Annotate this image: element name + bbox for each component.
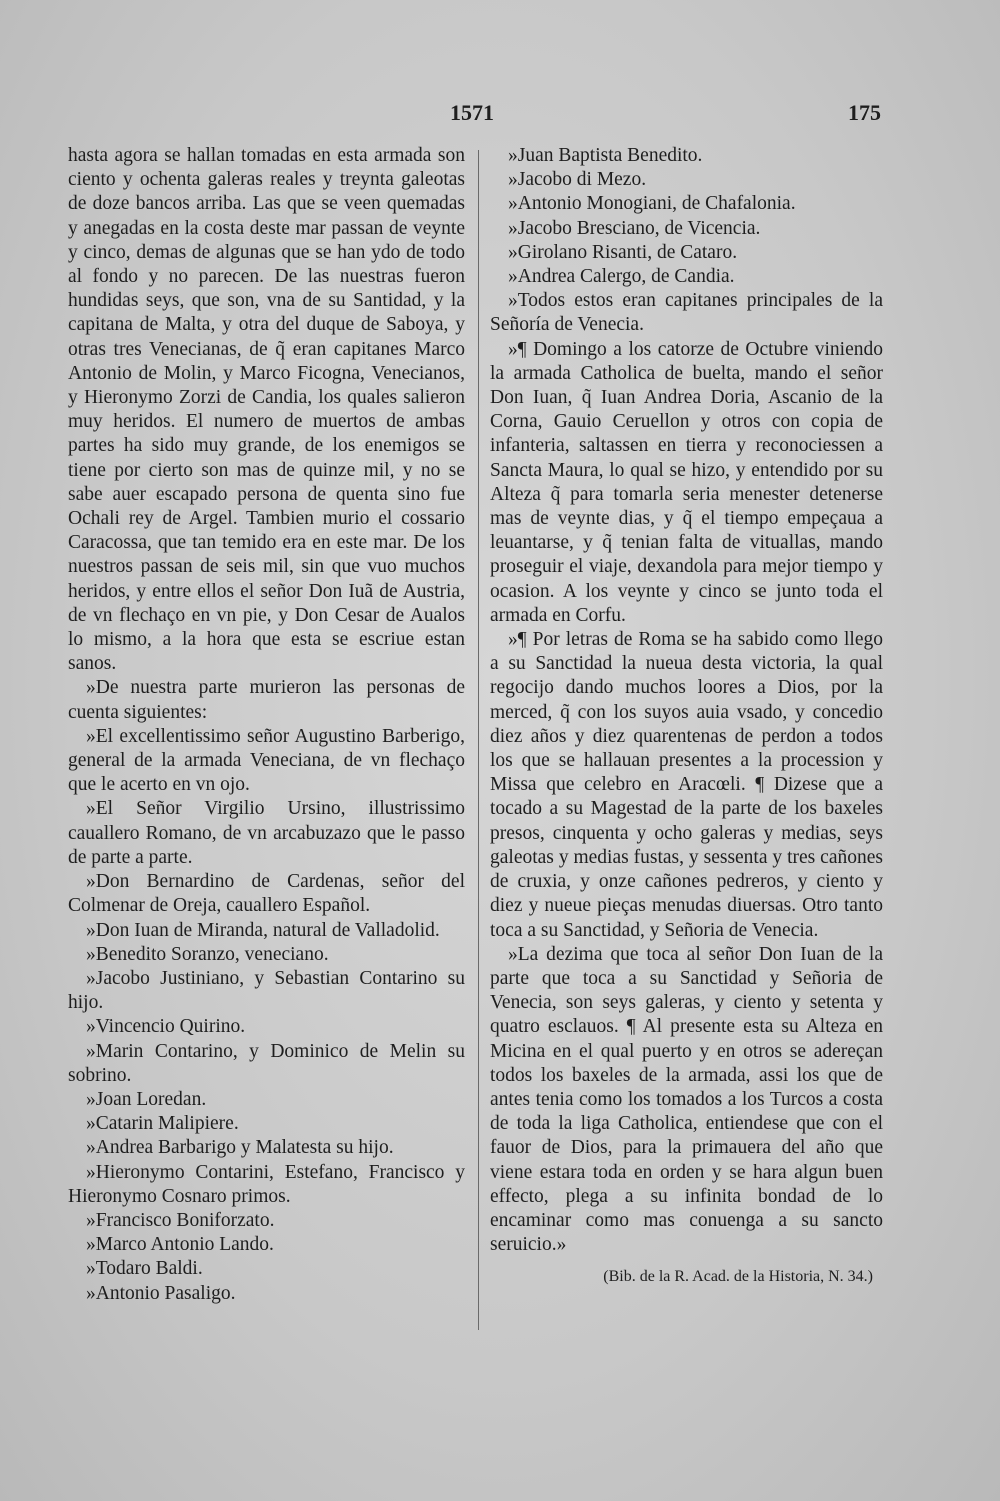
running-year: 1571 — [450, 100, 494, 125]
paragraph: »El excellentissimo señor Augustino Barberigo, general de la armada Veneciana, de vn flechaço que le acerto en vn ojo. — [68, 725, 465, 796]
paragraph: »Andrea Calergo, de Candia. — [508, 266, 735, 288]
paragraph: »Todos estos eran capitanes principales de la Señoría de Venecia. — [490, 290, 883, 336]
paragraph: »El Señor Virgilio Ursino, illustrissimo cauallero Romano, de vn arcabuzazo que le passo de parte a parte. — [68, 798, 465, 868]
page-number: 175 — [848, 100, 881, 125]
paragraph: »Hieronymo Contarini, Estefano, Francisco y Hieronymo Cosnaro primos. — [68, 1161, 465, 1207]
paragraph: »Benedito Soranzo, veneciano. — [86, 943, 329, 965]
paragraph: »Joan Loredan. — [86, 1088, 207, 1110]
paragraph: »Girolano Risanti, de Cataro. — [508, 241, 738, 263]
paragraph: »De nuestra parte murieron las personas de cuenta siguientes: — [68, 677, 465, 723]
paragraph: »¶ Por letras de Roma se ha sabido como llego a su Sanctidad la nueua desta victoria, la qual regocijo dando muchos loores a Dios, por la merced, q̃ con los suyos auia vsado, y concedio diez años y diez quarentenas de perdon a todos los que se hallauan presentes a la procession y Missa que celebro en Aracœli. ¶ Dizese que a tocado a su Magestad de la parte de los baxeles presos, cinquenta y ocho galeras y medias, seys galeotas y medias fustas, y sessenta y tres cañones de cruxia, y onze cañones pedreros, y ciento y diez y nueue pieças menudas diuersas. Otro tanto toca a su Sanctidad, y Señoria de Venecia. — [490, 629, 883, 941]
paragraph: »Jacobo Bresciano, de Vicencia. — [508, 217, 761, 239]
paragraph: »Don Iuan de Miranda, natural de Valladolid. — [86, 919, 440, 941]
source-citation: (Bib. de la R. Acad. de la Historia, N. 34.) — [603, 1268, 873, 1286]
paragraph: »La dezima que toca al señor Don Iuan de la parte que toca a su Sanctidad y Señoria de Venecia, son seys galeras, y ciento y setenta y quatro esclauos. ¶ Al presente esta su Alteza en Micina en el qual puerto y en otros se adereçan todos los baxeles de la armada, assi los que de antes tenia como los tomados a los Turcos a costa de toda la liga Catholica, entiendese que con el fauor de Dios, para la primauera del año que viene estara toda en orden y se hara algun buen effecto, plega a su infinita bondad de lo encaminar como mas conuenga a su sancto seruicio.» — [490, 943, 883, 1256]
left-text-column — [68, 144, 465, 1306]
paragraph: hasta agora se hallan tomadas en esta armada son ciento y ochenta galeras reales y treynta galeotas de doze bancos arriba. Las que se veen quemadas y anegadas en la costa deste mar passan de veynte y cinco, demas de algunas que se han ydo de todo al fondo y no parecen. De las nuestras fueron hundidas seys, que son, vna de su Santidad, y la capitana de Malta, y otra del duque de Saboya, y otras tres Venecianas, de q̃ eran capitanes Marco Antonio de Molin, y Marco Ficogna, Venecianos, y Hieronymo Zorzi de Candia, los quales salieron muy heridos. El numero de muertos de ambas partes ha sido muy grande, de los enemigos se tiene por cierto son mas de quinze mil, y no se sabe auer escapado persona de quenta sino fue Ochali rey de Argel. Tambien murio el cossario Caracossa, que tan temido era en este mar. De los nuestros passan de seis mil, sin que vuo muchos heridos, y entre ellos el señor Don Iuã de Austria, de vn flechaço en vn pie, y Don Cesar de Aualos lo mismo, a la hora que esta se escriue estan sanos. — [68, 145, 465, 675]
paragraph: »Juan Baptista Benedito. — [508, 145, 703, 166]
paragraph: »Vincencio Quirino. — [86, 1016, 246, 1038]
paragraph: »Antonio Pasaligo. — [86, 1282, 236, 1304]
paragraph: »Antonio Monogiani, de Chafalonia. — [508, 193, 796, 215]
paragraph: »Jacobo di Mezo. — [508, 169, 647, 191]
paragraph: »¶ Domingo a los catorze de Octubre viniendo la armada Catholica de buelta, mando el señor Don Iuan, q̃ Iuan Andrea Doria, Ascanio de la Corna, Gauio Ceruellon y otros con copia de infanteria, saltassen en tierra y reconociessen a Sancta Maura, lo qual se hizo, y entendido por su Alteza q̃ para tomarla seria menester detenerse mas de veynte dias, y q̃ el tiempo empeçaua a leuantarse, y q̃ tenian falta de vituallas, mando proseguir el viaje, dexandola para mejor tiempo y ocasion. A los veynte y cinco se junto toda el armada en Corfu. — [490, 338, 883, 626]
paragraph: »Marco Antonio Lando. — [86, 1234, 274, 1256]
paragraph: »Andrea Barbarigo y Malatesta su hijo. — [86, 1137, 394, 1159]
page-header — [68, 100, 883, 136]
paragraph: »Francisco Boniforzato. — [86, 1209, 275, 1231]
paragraph: »Marin Contarino, y Dominico de Melin su sobrino. — [68, 1040, 465, 1086]
column-divider — [478, 150, 479, 1330]
paragraph: »Catarin Malipiere. — [86, 1113, 239, 1135]
right-text-column — [490, 144, 883, 1290]
paragraph: »Jacobo Justiniano, y Sebastian Contarino su hijo. — [68, 967, 465, 1014]
paragraph: »Don Bernardino de Cardenas, señor del Colmenar de Oreja, cauallero Español. — [68, 871, 465, 917]
paragraph: »Todaro Baldi. — [86, 1258, 203, 1280]
